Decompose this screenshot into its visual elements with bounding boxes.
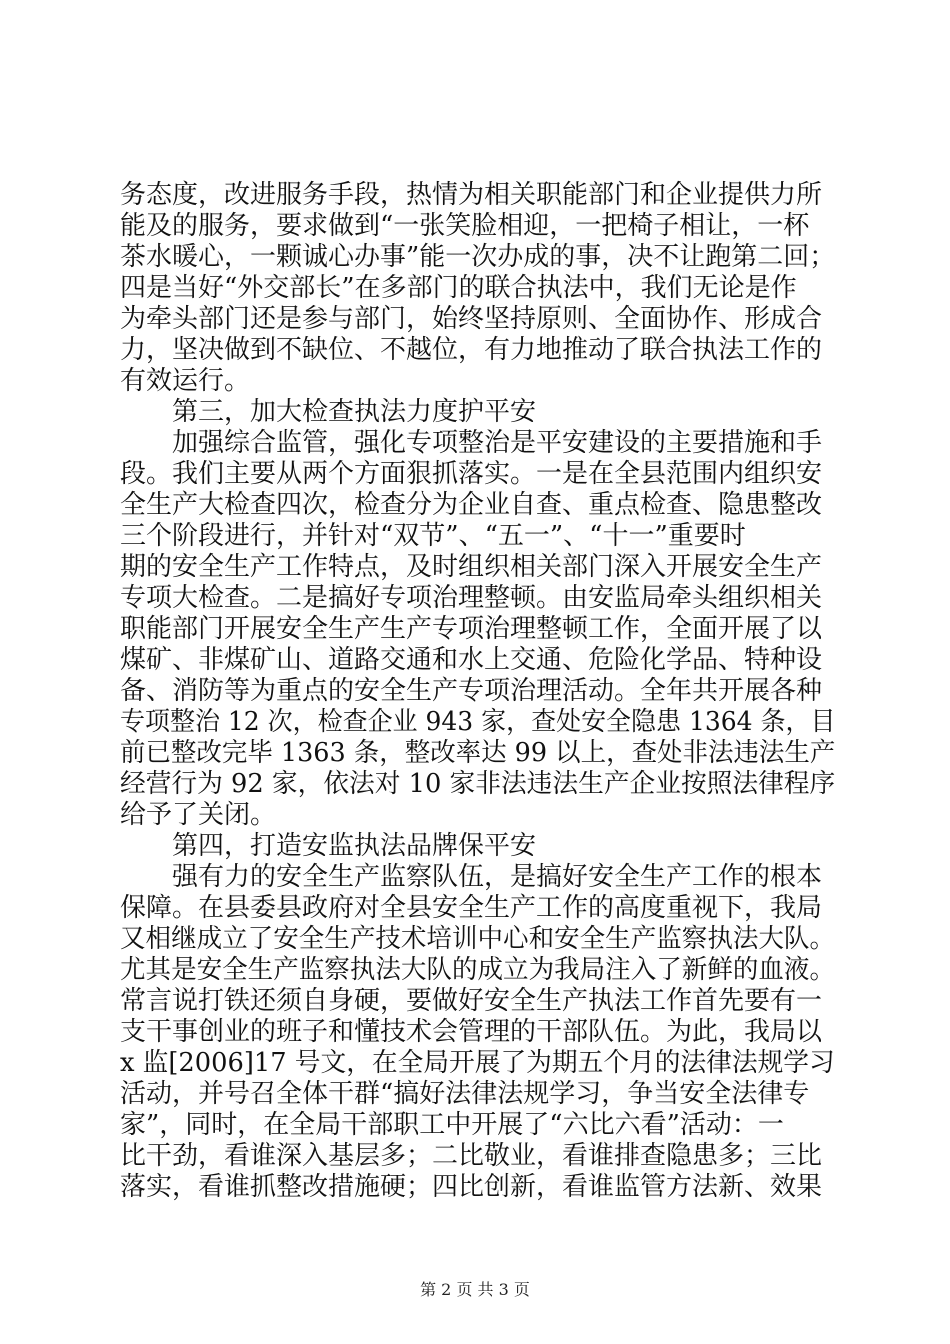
text-line: 力，坚决做到不缺位、不越位，有力地推动了联合执法工作的	[120, 335, 823, 365]
text-line: 专项整治 12 次，检查企业 943 家，查处安全隐患 1364 条，目	[120, 707, 836, 737]
text-line: 常言说打铁还须自身硬，要做好安全生产执法工作首先要有一	[120, 986, 823, 1016]
text-line: 前已整改完毕 1363 条，整改率达 99 以上，查处非法违法生产	[120, 738, 836, 768]
text-line: 备、消防等为重点的安全生产专项治理活动。全年共开展各种	[120, 676, 823, 706]
text-line: 强有力的安全生产监察队伍，是搞好安全生产工作的根本	[172, 862, 823, 892]
text-line: 务态度，改进服务手段，热情为相关职能部门和企业提供力所	[120, 180, 823, 210]
text-line: 比干劲，看谁深入基层多；二比敬业，看谁排查隐患多；三比	[120, 1141, 823, 1171]
text-line: 能及的服务，要求做到“一张笑脸相迎，一把椅子相让，一杯	[120, 211, 810, 241]
text-line: 支干事创业的班子和懂技术会管理的干部队伍。为此，我局以	[120, 1017, 823, 1047]
text-line: 活动，并号召全体干群“搞好法律法规学习，争当安全法律专	[120, 1079, 810, 1109]
text-line: 保障。在县委县政府对全县安全生产工作的高度重视下，我局	[120, 893, 823, 923]
text-line: 三个阶段进行，并针对“双节”、“五一”、“十一”重要时	[120, 521, 746, 551]
text-line: 茶水暖心，一颗诚心办事”能一次办成的事，决不让跑第二回；	[120, 242, 836, 272]
text-line: 又相继成立了安全生产技术培训中心和安全生产监察执法大队。	[120, 924, 836, 954]
text-line: 段。我们主要从两个方面狠抓落实。一是在全县范围内组织安	[120, 459, 823, 489]
text-line: 职能部门开展安全生产生产专项治理整顿工作，全面开展了以	[120, 614, 823, 644]
page-footer	[0, 1280, 950, 1300]
text-line: 煤矿、非煤矿山、道路交通和水上交通、危险化学品、特种设	[120, 645, 823, 675]
text-line: 加强综合监管，强化专项整治是平安建设的主要措施和手	[172, 428, 823, 458]
text-line: 专项大检查。二是搞好专项治理整顿。由安监局牵头组织相关	[120, 583, 823, 613]
text-line: 有效运行。	[120, 366, 251, 396]
text-line: 经营行为 92 家，依法对 10 家非法违法生产企业按照法律程序	[120, 769, 836, 799]
section-heading: 第四，打造安监执法品牌保平安	[172, 831, 537, 861]
text-line: 全生产大检查四次，检查分为企业自查、重点检查、隐患整改	[120, 490, 823, 520]
text-line: x 监[2006]17 号文，在全局开展了为期五个月的法律法规学习	[120, 1048, 835, 1078]
text-line: 尤其是安全生产监察执法大队的成立为我局注入了新鲜的血液。	[120, 955, 836, 985]
text-line: 为牵头部门还是参与部门，始终坚持原则、全面协作、形成合	[120, 304, 823, 334]
text-line: 四是当好“外交部长”在多部门的联合执法中，我们无论是作	[120, 273, 797, 303]
text-line: 家”，同时，在全局干部职工中开展了“六比六看”活动：一	[120, 1110, 784, 1140]
text-line: 给予了关闭。	[120, 800, 277, 830]
text-line: 期的安全生产工作特点，及时组织相关部门深入开展安全生产	[120, 552, 823, 582]
section-heading: 第三，加大检查执法力度护平安	[172, 397, 537, 427]
page-number-label: 第 2 页 共 3 页	[420, 1280, 530, 1299]
text-line: 落实，看谁抓整改措施硬；四比创新，看谁监管方法新、效果	[120, 1172, 823, 1202]
